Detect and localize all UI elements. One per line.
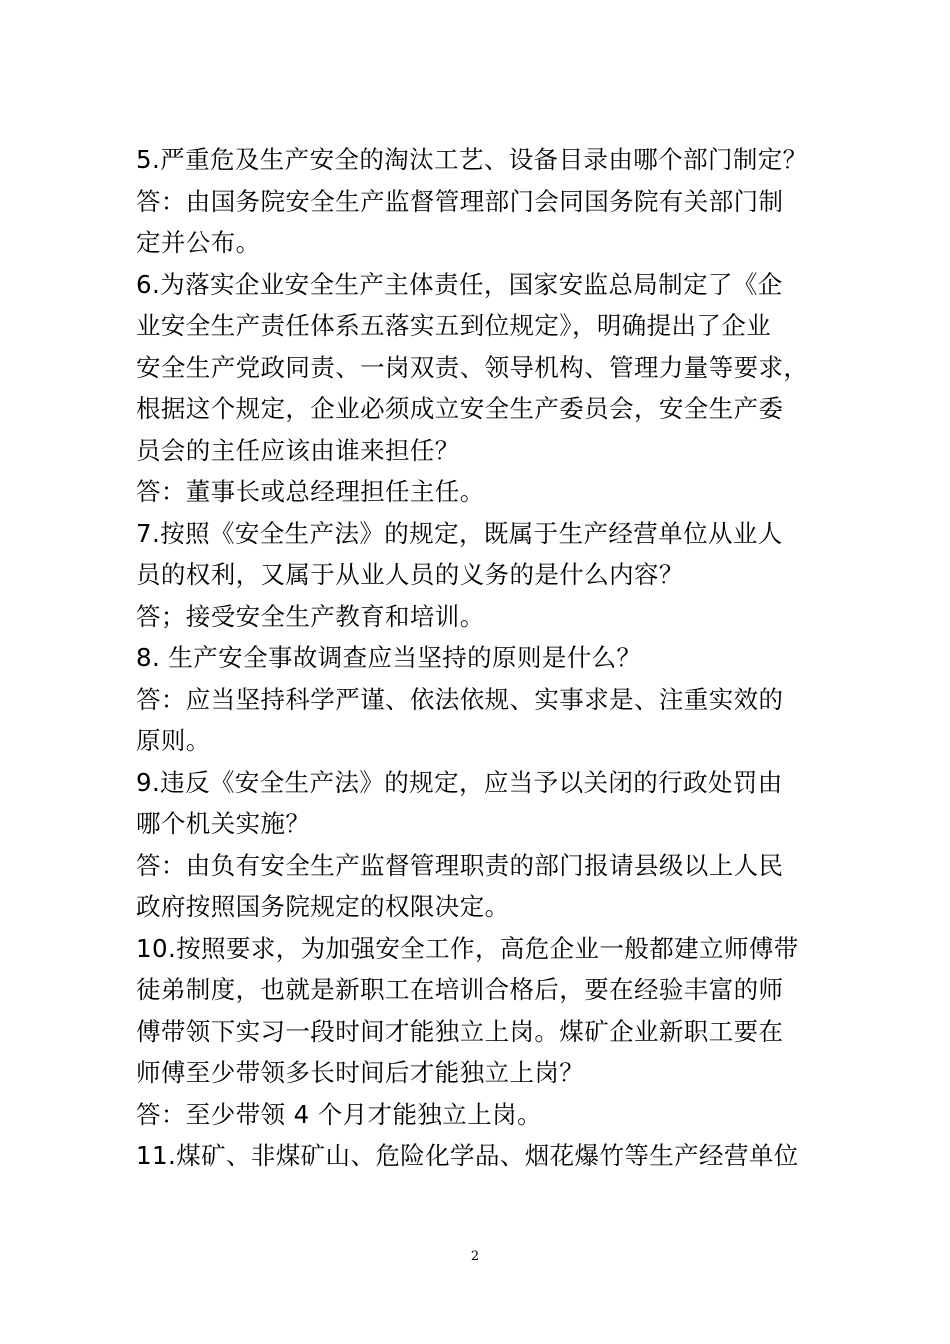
text-line-q9: 9.违反《安全生产法》的规定，应当予以关闭的行政处罚由: [136, 767, 783, 797]
text-line-a7: 答；接受安全生产教育和培训。: [136, 601, 485, 631]
page-number: 2: [470, 1249, 480, 1264]
text-line-a5: 答：由国务院安全生产监督管理部门会同国务院有关部门制: [136, 186, 784, 216]
text-line-a8: 答：应当坚持科学严谨、依法依规、实事求是、注重实效的: [136, 684, 784, 714]
text-line: 安全生产党政同责、一岗双责、领导机构、管理力量等要求，: [136, 352, 809, 382]
text-line-a10: 答：至少带领 4 个月才能独立上岗。: [136, 1099, 542, 1129]
text-line: 政府按照国务院规定的权限决定。: [136, 892, 510, 921]
text-line: 业安全生产责任体系五落实五到位规定》，明确提出了企业: [136, 311, 772, 340]
text-line: 哪个机关实施？: [136, 809, 311, 838]
text-line-q5: 5.严重危及生产安全的淘汰工艺、设备目录由哪个部门制定？: [136, 145, 808, 174]
text-line-a6: 答：董事长或总经理担任主任。: [136, 477, 485, 506]
text-line: 徒弟制度，也就是新职工在培训合格后，要在经验丰富的师: [136, 975, 784, 1004]
text-line-q11: 11.煤矿、非煤矿山、危险化学品、烟花爆竹等生产经营单位: [136, 1141, 799, 1170]
text-line-q10: 10.按照要求，为加强安全工作，高危企业一般都建立师傅带: [136, 933, 799, 963]
text-line: 定并公布。: [136, 228, 261, 257]
text-line: 员会的主任应该由谁来担任？: [136, 435, 460, 465]
text-line: 傅带领下实习一段时间才能独立上岗。煤矿企业新职工要在: [136, 1016, 784, 1046]
text-line: 员的权利，又属于从业人员的义务的是什么内容？: [136, 560, 684, 589]
text-line-q8: 8. 生产安全事故调查应当坚持的原则是什么？: [136, 643, 642, 672]
text-line: 师傅至少带领多长时间后才能独立上岗？: [136, 1058, 585, 1087]
text-line-q7: 7.按照《安全生产法》的规定，既属于生产经营单位从业人: [136, 518, 783, 548]
text-line-a9: 答：由负有安全生产监督管理职责的部门报请县级以上人民: [136, 850, 784, 880]
text-line: 原则。: [136, 726, 211, 755]
text-line: 根据这个规定，企业必须成立安全生产委员会，安全生产委: [136, 394, 784, 423]
body-text: [136, 139, 836, 1177]
text-line-q6: 6.为落实企业安全生产主体责任，国家安监总局制定了《企: [136, 269, 783, 299]
